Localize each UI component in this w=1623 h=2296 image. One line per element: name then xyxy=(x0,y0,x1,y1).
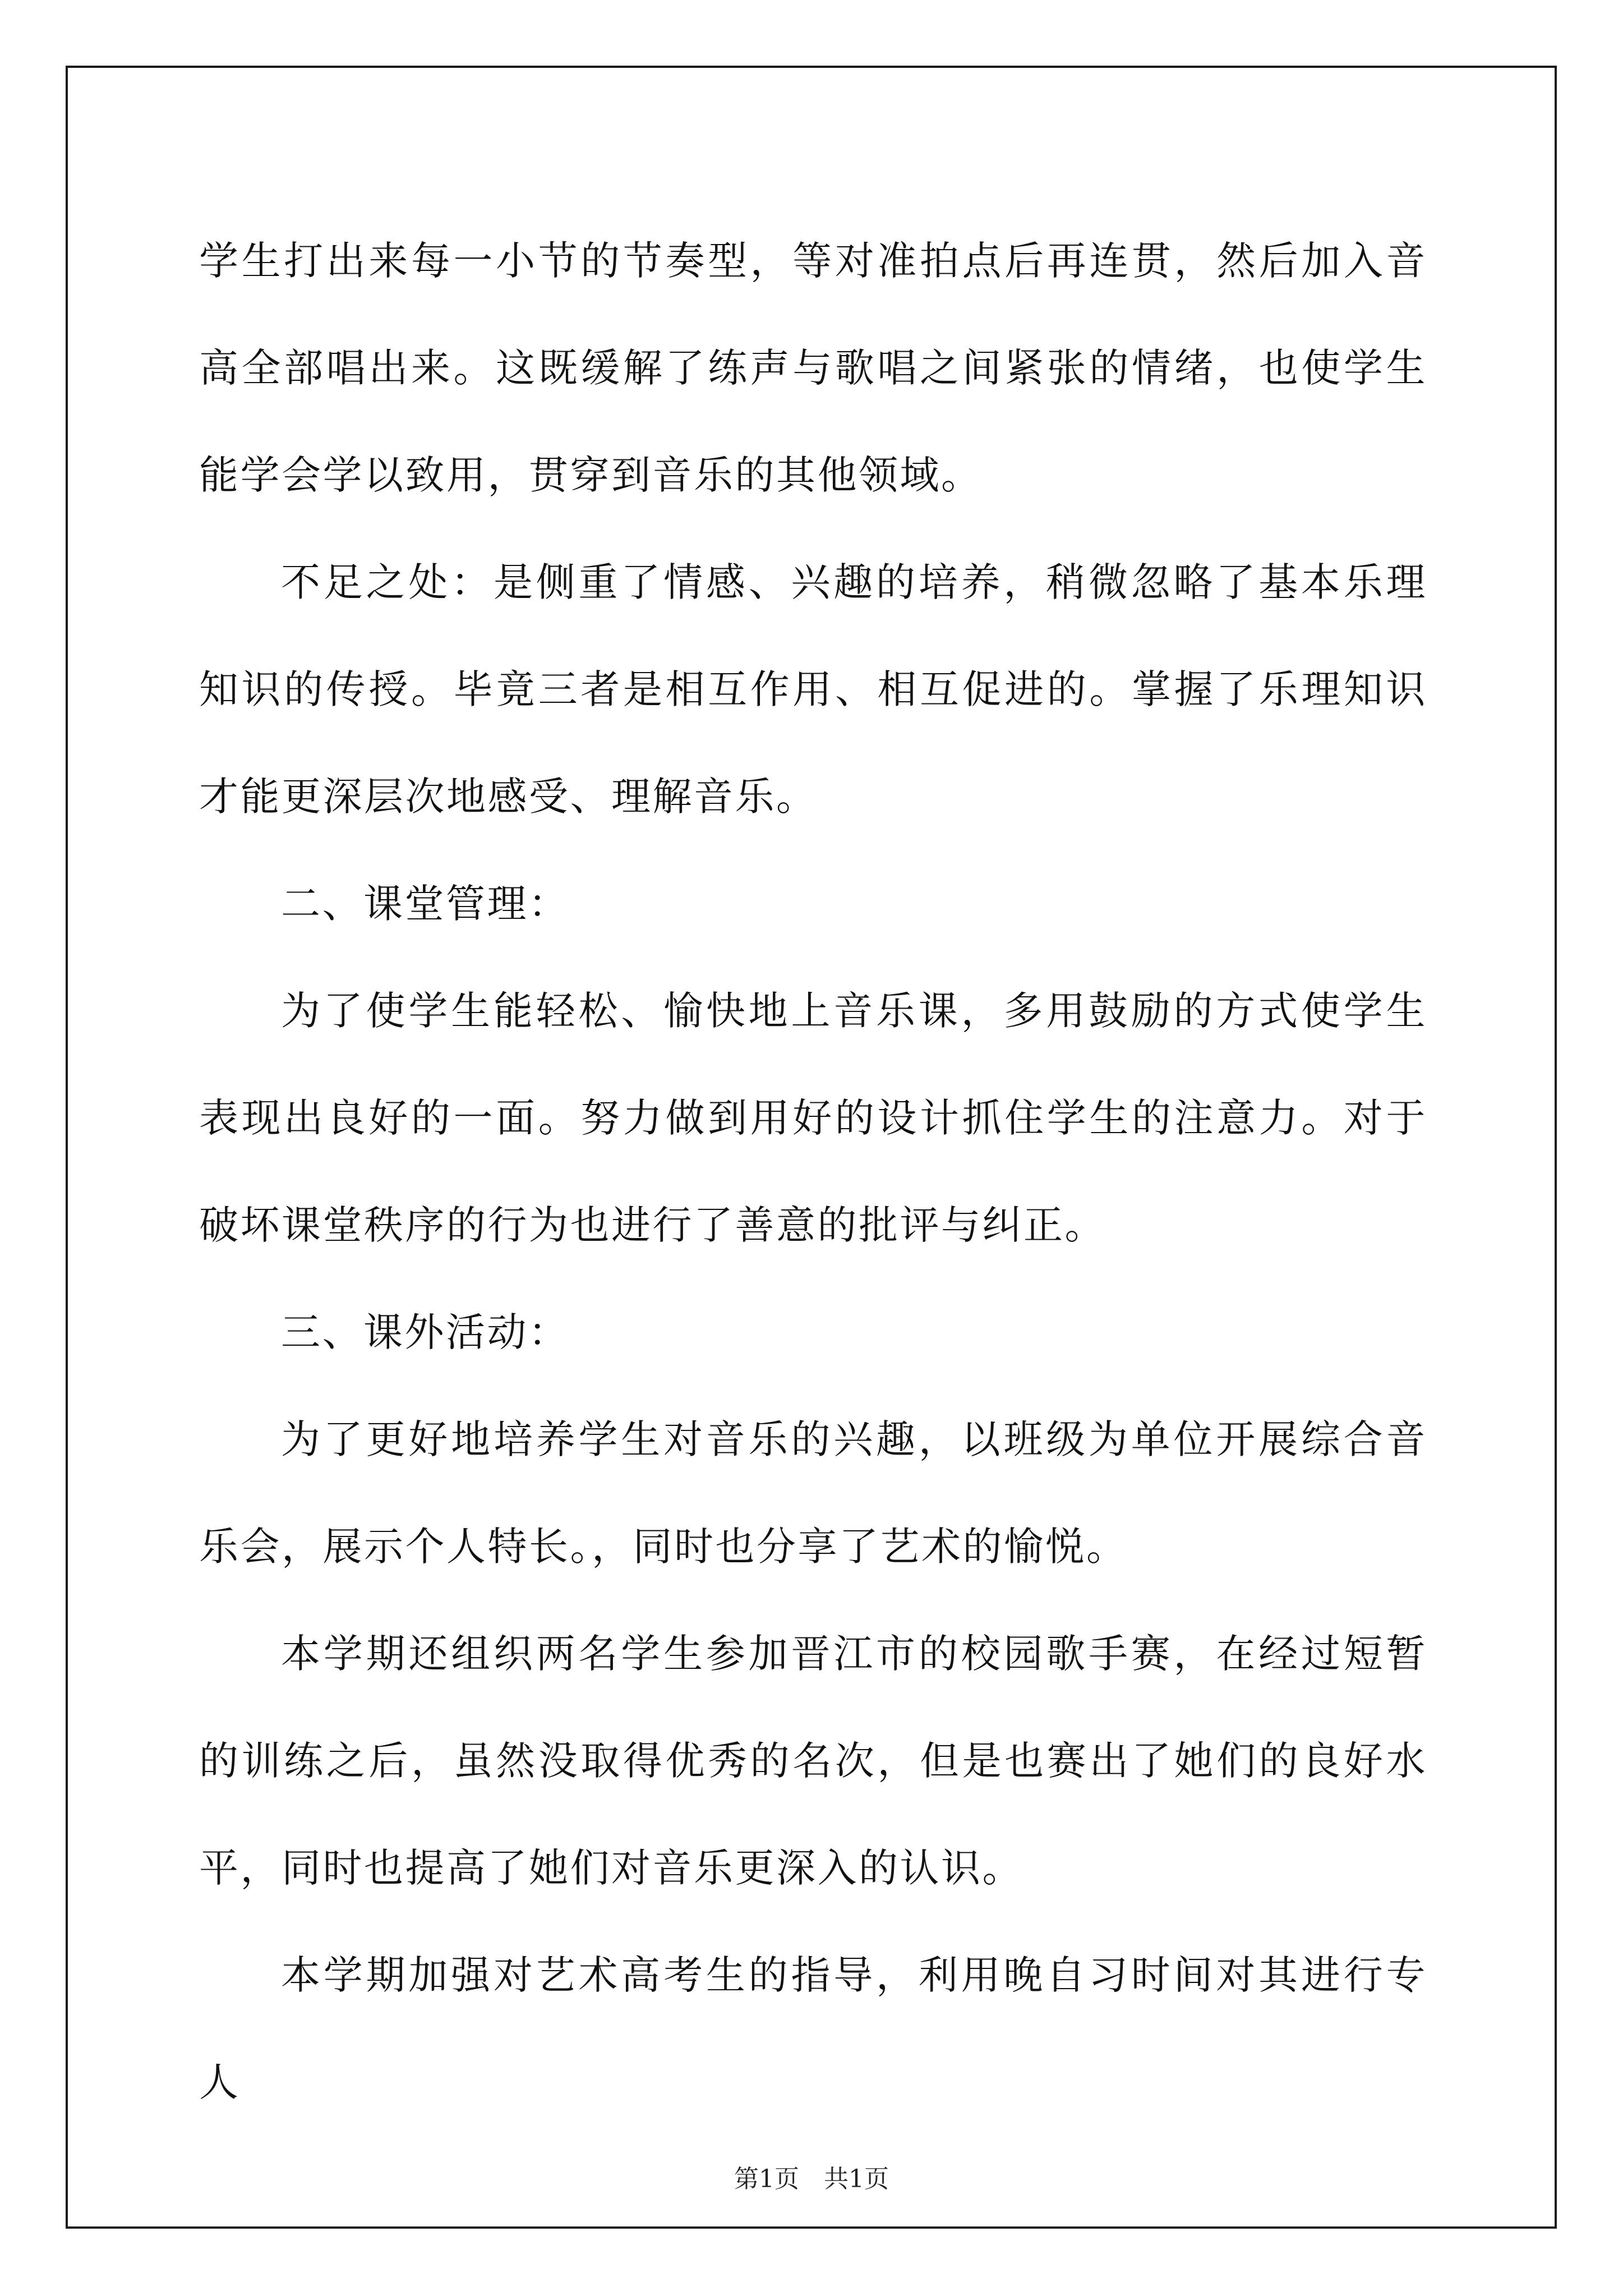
paragraph: 本学期加强对艺术高考生的指导，利用晚自习时间对其进行专人 xyxy=(199,1952,1427,2105)
paragraph: 为了更好地培养学生对音乐的兴趣，以班级为单位开展综合音乐会，展示个人特长。，同时也分享了艺术的愉悦。 xyxy=(199,1416,1427,1570)
section-heading: 二、课堂管理： xyxy=(281,881,570,927)
document-body xyxy=(199,208,1427,2136)
paragraph: 不足之处：是侧重了情感、兴趣的培养，稍微忽略了基本乐理知识的传授。毕竟三者是相互作用、相互促进的。掌握了乐理知识才能更深层次地感受、理解音乐。 xyxy=(199,559,1427,820)
paragraph: 本学期还组织两名学生参加晋江市的校园歌手赛，在经过短暂的训练之后，虽然没取得优秀的名次，但是也赛出了她们的良好水平，同时也提高了她们对音乐更深入的认识。 xyxy=(199,1631,1427,1891)
page-number-footer: 第1页 共1页 xyxy=(734,2165,889,2193)
section-heading: 三、课外活动： xyxy=(281,1309,570,1355)
paragraph: 为了使学生能轻松、愉快地上音乐课，多用鼓励的方式使学生表现出良好的一面。努力做到用好的设计抓住学生的注意力。对于破坏课堂秩序的行为也进行了善意的批评与纠正。 xyxy=(199,988,1427,1248)
paragraph: 学生打出来每一小节的节奏型，等对准拍点后再连贯，然后加入音高全部唱出来。这既缓解了练声与歌唱之间紧张的情绪，也使学生能学会学以致用，贯穿到音乐的其他领域。 xyxy=(199,238,1427,498)
